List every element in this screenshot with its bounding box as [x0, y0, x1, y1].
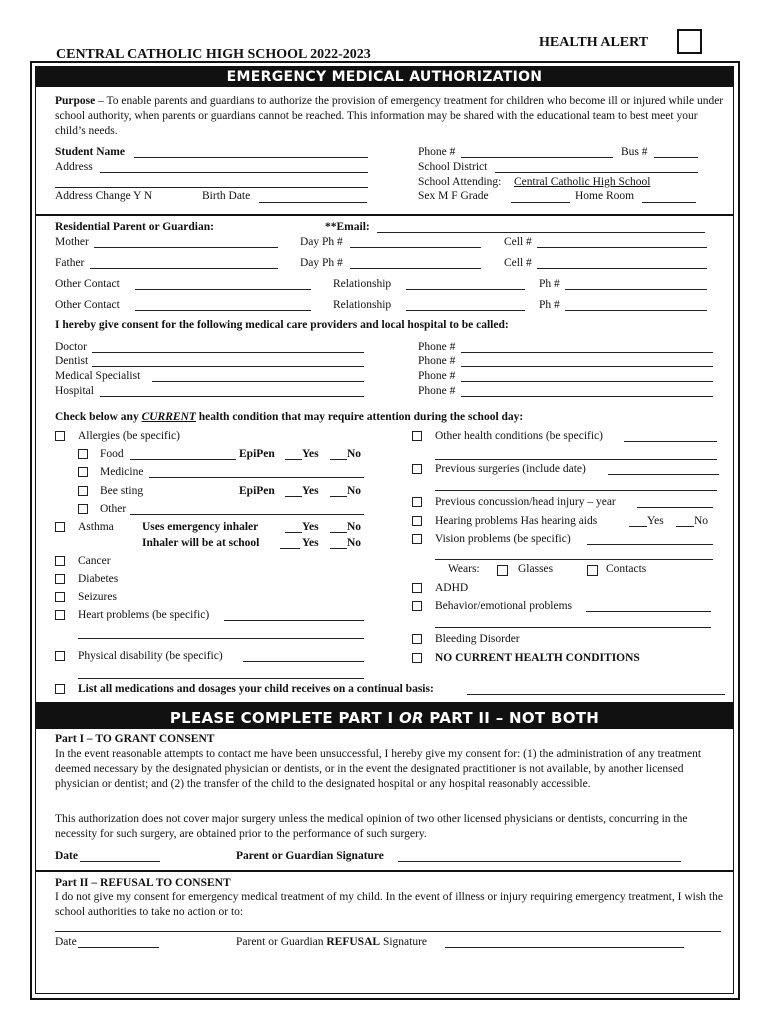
mother-label: Mother [55, 236, 89, 248]
vision-field-2[interactable] [435, 559, 713, 560]
part2-date-label: Date [55, 936, 77, 948]
specialist-phone-field[interactable] [461, 381, 713, 382]
bee-sting-checkbox[interactable] [78, 486, 88, 496]
heart-label: Heart problems (be specific) [78, 609, 210, 621]
physical-checkbox[interactable] [55, 651, 65, 661]
part-bar-em: OR [398, 709, 424, 727]
providers-consent: I hereby give consent for the following medical care providers and local hospital to be called: [55, 319, 509, 331]
uses-inhaler-label: Uses emergency inhaler [142, 521, 259, 533]
seizures-checkbox[interactable] [55, 592, 65, 602]
medicine-checkbox[interactable] [78, 467, 88, 477]
form-title-bar [36, 67, 733, 87]
heart-field-1[interactable] [224, 620, 364, 621]
wears-label: Wears: [448, 563, 480, 575]
home-room-field[interactable] [642, 202, 696, 203]
vision-label: Vision problems (be specific) [435, 533, 571, 545]
adhd-checkbox[interactable] [412, 583, 422, 593]
form-inner-border [35, 66, 734, 994]
other-allergy-checkbox[interactable] [78, 504, 88, 514]
hospital-phone-field[interactable] [461, 396, 713, 397]
phone-field[interactable] [461, 157, 613, 158]
part2-sig-em: REFUSAL [326, 936, 381, 948]
cancer-checkbox[interactable] [55, 556, 65, 566]
relationship-field-2[interactable] [406, 310, 525, 311]
mother-cell-label: Cell # [504, 236, 532, 248]
hospital-phone-label: Phone # [418, 385, 456, 397]
food-checkbox[interactable] [78, 449, 88, 459]
part1-date-label: Date [55, 850, 78, 862]
conditions-heading [55, 410, 523, 424]
part1-signature-label: Parent or Guardian Signature [236, 850, 384, 862]
diabetes-checkbox[interactable] [55, 574, 65, 584]
address-change-label: Address Change Y N [55, 190, 153, 202]
school-attending-value: Central Catholic High School [514, 176, 651, 188]
dentist-label: Dentist [55, 355, 89, 367]
conditions-heading-pre: Check below any [55, 411, 142, 423]
surgeries-field-1[interactable] [608, 474, 719, 475]
allergies-checkbox[interactable] [55, 431, 65, 441]
inhaler-school-no: No [347, 537, 362, 549]
conditions-heading-em: CURRENT [141, 411, 196, 423]
purpose-paragraph [55, 94, 727, 139]
food-label: Food [100, 448, 124, 460]
part2-action-field[interactable] [55, 931, 721, 932]
uses-inhaler-yes-blank[interactable] [285, 532, 302, 533]
relationship-label-2: Relationship [333, 299, 392, 311]
other-ph-field-1[interactable] [565, 289, 707, 290]
uses-inhaler-no: No [347, 521, 362, 533]
part2-signature-label [236, 935, 427, 949]
part1-signature-field[interactable] [398, 861, 681, 862]
adhd-label: ADHD [435, 582, 469, 594]
doctor-phone-field[interactable] [461, 352, 713, 353]
hospital-label: Hospital [55, 385, 94, 397]
mother-cell-field[interactable] [537, 247, 707, 248]
part2-paragraph: I do not give my consent for emergency medical treatment of my child. In the event of illness or injury requiring emergency treatment, I wish the school authorities to take no action or to: [55, 891, 723, 918]
behavior-checkbox[interactable] [412, 601, 422, 611]
surgeries-field-2[interactable] [435, 490, 717, 491]
part1-paragraph-1: In the event reasonable attempts to contact me have been unsuccessful, I hereby give my consent for: (1) the administration of any treatment deemed necessary by the designated physician or dentists, or in the event the designated practitioner is not available, by another licensed physician or dentist; and (2) the transfer of the child to the designated hospital or any hospital reasonably accessible. [55, 748, 702, 790]
hearing-checkbox[interactable] [412, 516, 422, 526]
concussion-checkbox[interactable] [412, 497, 422, 507]
address-field-2[interactable] [55, 187, 368, 188]
grade-field[interactable] [511, 202, 570, 203]
bee-epipen-yes: Yes [302, 485, 319, 497]
school-district-field[interactable] [495, 172, 698, 173]
contacts-label: Contacts [606, 563, 647, 575]
student-name-field[interactable] [134, 157, 368, 158]
school-attending-label: School Attending: [418, 176, 502, 188]
doctor-label: Doctor [55, 341, 87, 353]
other-health-field-1[interactable] [624, 441, 717, 442]
birth-date-label: Birth Date [202, 190, 251, 202]
school-title: CENTRAL CATHOLIC HIGH SCHOOL 2022-2023 [56, 47, 371, 62]
hearing-yes-blank[interactable] [629, 526, 647, 527]
father-field[interactable] [90, 268, 278, 269]
food-epipen-no: No [347, 448, 362, 460]
medicine-label: Medicine [100, 466, 144, 478]
behavior-field-2[interactable] [435, 627, 711, 628]
concussion-field[interactable] [637, 507, 713, 508]
asthma-checkbox[interactable] [55, 522, 65, 532]
no-conditions-label: NO CURRENT HEALTH CONDITIONS [435, 652, 640, 664]
physical-field-1[interactable] [243, 661, 364, 662]
father-day-phone-label: Day Ph # [300, 257, 343, 269]
vision-field-1[interactable] [587, 544, 713, 545]
medications-label: List all medications and dosages your child receives on a continual basis: [78, 683, 434, 695]
hearing-label: Hearing problems Has hearing aids [435, 515, 598, 527]
medicine-field[interactable] [149, 477, 364, 478]
conditions-heading-post: health condition that may require attention during the school day: [195, 411, 524, 423]
dentist-field[interactable] [92, 366, 364, 367]
glasses-checkbox[interactable] [497, 565, 508, 576]
sex-grade-label: Sex M F Grade [418, 190, 489, 202]
part1-title: Part I – TO GRANT CONSENT [55, 733, 215, 745]
surgeries-label: Previous surgeries (include date) [435, 463, 586, 475]
uses-inhaler-yes: Yes [302, 521, 319, 533]
heart-checkbox[interactable] [55, 610, 65, 620]
other-contact-field-1[interactable] [135, 289, 311, 290]
purpose-text: – To enable parents and guardians to authorize the provision of emergency treatment for children who become ill or injured while under school authority, when parents or guardians cannot be reached. This information may be shared with the educational team to best meet your child’s needs. [55, 95, 724, 137]
relationship-label-1: Relationship [333, 278, 392, 290]
other-allergy-label: Other [100, 503, 127, 515]
part2-sig-pre: Parent or Guardian [236, 936, 327, 948]
inhaler-school-no-blank[interactable] [330, 548, 347, 549]
part2-title: Part II – REFUSAL TO CONSENT [55, 877, 231, 889]
glasses-label: Glasses [518, 563, 554, 575]
bleeding-label: Bleeding Disorder [435, 633, 520, 645]
contacts-checkbox[interactable] [587, 565, 598, 576]
food-field[interactable] [130, 459, 236, 460]
physical-label: Physical disability (be specific) [78, 650, 223, 662]
medications-field[interactable] [467, 694, 725, 695]
father-day-phone-field[interactable] [350, 268, 481, 269]
address-field-1[interactable] [100, 172, 368, 173]
relationship-field-1[interactable] [406, 289, 525, 290]
bleeding-checkbox[interactable] [412, 634, 422, 644]
school-district-label: School District [418, 161, 488, 173]
hospital-field[interactable] [100, 396, 364, 397]
mother-day-phone-label: Day Ph # [300, 236, 343, 248]
student-name-label: Student Name [55, 146, 125, 158]
doctor-phone-label: Phone # [418, 341, 456, 353]
section-divider [36, 214, 733, 216]
birth-date-field[interactable] [259, 202, 367, 203]
part2-date-field[interactable] [78, 947, 159, 948]
father-cell-label: Cell # [504, 257, 532, 269]
asthma-label: Asthma [78, 521, 114, 533]
mother-day-phone-field[interactable] [350, 247, 481, 248]
surgeries-checkbox[interactable] [412, 464, 422, 474]
other-allergy-field[interactable] [130, 514, 364, 515]
behavior-label: Behavior/emotional problems [435, 600, 573, 612]
dentist-phone-label: Phone # [418, 355, 456, 367]
bee-epipen-label: EpiPen [239, 485, 275, 497]
phone-label: Phone # [418, 146, 456, 158]
seizures-label: Seizures [78, 591, 117, 603]
bee-sting-label: Bee sting [100, 485, 144, 497]
health-alert-checkbox[interactable] [677, 29, 702, 54]
other-contact-field-2[interactable] [135, 310, 311, 311]
cancer-label: Cancer [78, 555, 111, 567]
food-epipen-label: EpiPen [239, 448, 275, 460]
food-epipen-no-blank[interactable] [330, 459, 347, 460]
other-health-checkbox[interactable] [412, 431, 422, 441]
specialist-phone-label: Phone # [418, 370, 456, 382]
email-label: **Email: [325, 221, 370, 233]
other-health-field-2[interactable] [435, 459, 717, 460]
other-contact-label-2: Other Contact [55, 299, 120, 311]
hearing-no: No [694, 515, 709, 527]
medications-checkbox[interactable] [55, 684, 65, 694]
doctor-field[interactable] [92, 352, 364, 353]
other-contact-label-1: Other Contact [55, 278, 120, 290]
part-divider [36, 870, 733, 872]
physical-field-2[interactable] [78, 678, 364, 679]
part-bar-post: PART II – NOT BOTH [423, 709, 600, 727]
part-bar-pre: PLEASE COMPLETE PART I [169, 709, 399, 727]
other-ph-label-1: Ph # [539, 278, 560, 290]
specialist-field[interactable] [152, 381, 364, 382]
hearing-no-blank[interactable] [676, 526, 694, 527]
purpose-label: Purpose [55, 95, 96, 107]
bee-epipen-yes-blank[interactable] [285, 496, 302, 497]
part2-signature-field[interactable] [445, 947, 684, 948]
heart-field-2[interactable] [78, 638, 364, 639]
other-ph-field-2[interactable] [565, 310, 707, 311]
inhaler-school-yes-blank[interactable] [280, 548, 300, 549]
mother-field[interactable] [94, 247, 278, 248]
inhaler-school-label: Inhaler will be at school [142, 537, 260, 549]
uses-inhaler-no-blank[interactable] [330, 532, 347, 533]
bus-field[interactable] [654, 157, 698, 158]
bee-epipen-no-blank[interactable] [330, 496, 347, 497]
inhaler-school-yes: Yes [302, 537, 319, 549]
health-alert-label: HEALTH ALERT [539, 35, 649, 50]
part-choice-bar [36, 702, 733, 729]
concussion-label: Previous concussion/head injury – year [435, 496, 616, 508]
bee-epipen-no: No [347, 485, 362, 497]
part1-paragraph-2: This authorization does not cover major surgery unless the medical opinion of two other licensed physicians or dentists, concurring in the necessity for such surgery, are obtained prior to the performance of such surgery. [55, 813, 688, 840]
part1-date-field[interactable] [80, 861, 160, 862]
father-label: Father [55, 257, 85, 269]
behavior-field-1[interactable] [586, 611, 711, 612]
food-epipen-yes: Yes [302, 448, 319, 460]
food-epipen-yes-blank[interactable] [285, 459, 302, 460]
form-title: EMERGENCY MEDICAL AUTHORIZATION [226, 69, 543, 85]
no-conditions-checkbox[interactable] [412, 653, 422, 663]
other-health-label: Other health conditions (be specific) [435, 430, 603, 442]
father-cell-field[interactable] [537, 268, 707, 269]
dentist-phone-field[interactable] [461, 366, 713, 367]
part2-sig-post: Signature [380, 936, 428, 948]
address-label: Address [55, 161, 93, 173]
allergies-label: Allergies (be specific) [78, 430, 180, 442]
other-ph-label-2: Ph # [539, 299, 560, 311]
home-room-label: Home Room [575, 190, 635, 202]
hearing-yes: Yes [647, 515, 664, 527]
email-field[interactable] [377, 232, 705, 233]
guardian-heading: Residential Parent or Guardian: [55, 221, 214, 233]
diabetes-label: Diabetes [78, 573, 119, 585]
vision-checkbox[interactable] [412, 534, 422, 544]
specialist-label: Medical Specialist [55, 370, 141, 382]
bus-label: Bus # [621, 146, 648, 158]
